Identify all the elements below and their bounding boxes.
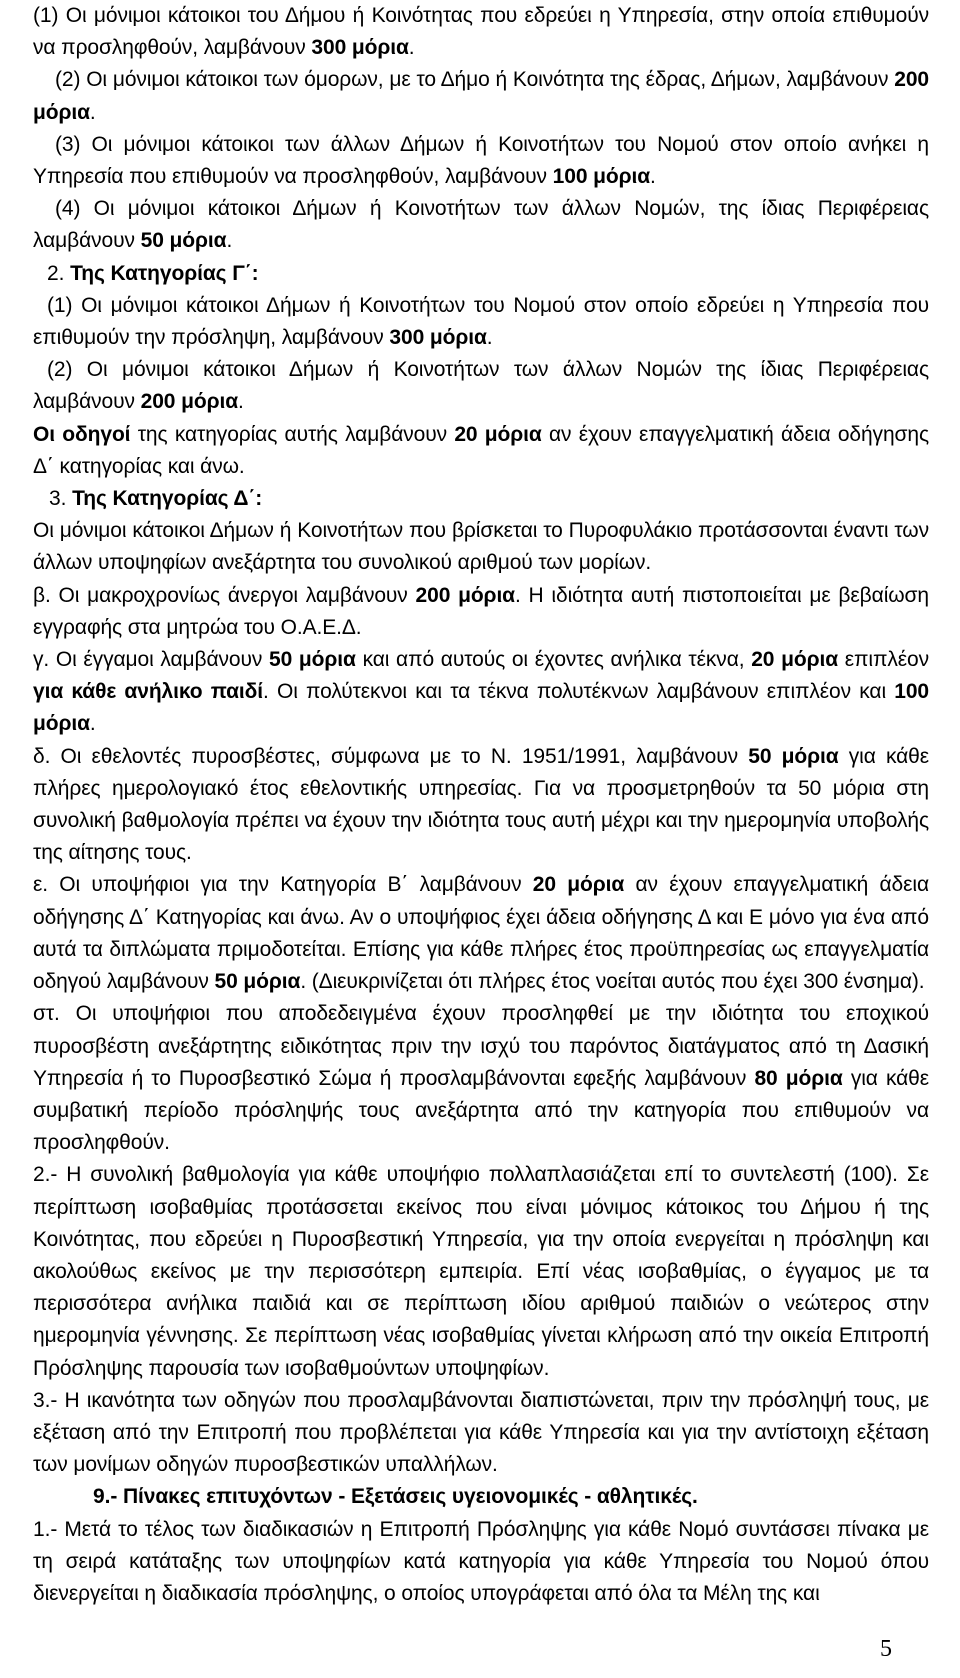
paragraph: (3) Οι μόνιμοι κάτοικοι των άλλων Δήμων ή Κοινοτήτων του Νομού στον οποίο ανήκει η Υπηρεσία που επιθυμούν να προσληφθούν, λαμβάνουν 100 μόρια. xyxy=(33,132,929,189)
paragraph: δ. Οι εθελοντές πυροσβέστες, σύμφωνα με το Ν. 1951/1991, λαμβάνουν 50 μόρια για κάθε πλήρες ημερολογιακό έτος εθελοντικής υπηρεσίας. Για να προσμετρηθούν τα 50 μόρια στη συνολική βαθμολογία πρέπει να έχουν την ιδιότητα τους αυτή μέχρι και την ημερομηνία υποβολής της αίτησης τους. xyxy=(33,744,929,865)
document-page xyxy=(33,0,929,1610)
paragraph: 3.- Η ικανότητα των οδηγών που προσλαμβάνονται διαπιστώνεται, πριν την πρόσληψή τους, με εξέταση από την Επιτροπή που προβλέπεται για κάθε Υπηρεσία και για την αντίστοιχη εξέταση των μονίμων οδηγών πυροσβεστικών υπαλλήλων. xyxy=(33,1388,929,1477)
paragraph: Οι οδηγοί της κατηγορίας αυτής λαμβάνουν 20 μόρια αν έχουν επαγγελματική άδεια οδήγησης Δ΄ κατηγορίας και άνω. xyxy=(33,422,930,478)
paragraph: γ. Οι έγγαμοι λαμβάνουν 50 μόρια και από αυτούς οι έχοντες ανήλικα τέκνα, 20 μόρια επιπλέον για κάθε ανήλικο παιδί. Οι πολύτεκνοι και τα τέκνα πολυτέκνων λαμβάνουν επιπλέον και 100 μόρια. xyxy=(33,648,930,736)
paragraph: Οι μόνιμοι κάτοικοι Δήμων ή Κοινοτήτων που βρίσκεται το Πυροφυλάκιο προτάσσονται έναντι των άλλων υποψηφίων ανεξάρτητα του συνολικού αριθμού των μορίων. xyxy=(33,519,929,575)
paragraph: στ. Οι υποψήφιοι που αποδεδειγμένα έχουν προσληφθεί με την ιδιότητα του εποχικού πυροσβέστη ανεξάρτητης ειδικότητας πριν την ισχύ του παρόντος διατάγματος από τη Δασική Υπηρεσία ή το Πυροσβεστικό Σώμα ή προσλαμβάνονται εφεξής λαμβάνουν 80 μόρια για κάθε συμβατική περίοδο πρόσληψής τους ανεξάρτητα από την κατηγορία που επιθυμούν να προσληφθούν. xyxy=(33,1002,929,1155)
paragraph: (4) Οι μόνιμοι κάτοικοι Δήμων ή Κοινοτήτων των άλλων Νομών, της ίδιας Περιφέρειας λαμβάνουν 50 μόρια. xyxy=(33,197,929,253)
paragraph: ε. Οι υποψήφιοι για την Κατηγορία Β΄ λαμβάνουν 20 μόρια αν έχουν επαγγελματική άδεια οδήγησης Δ΄ Κατηγορίας και άνω. Αν ο υποψήφιος έχει άδεια οδήγησης Δ και Ε μόνο για ένα από αυτά τα διπλώματα πριμοδοτείται. Επίσης για κάθε πλήρες έτος προϋπηρεσίας ως επαγγελματία οδηγού λαμβάνουν 50 μόρια. (Διευκρινίζεται ότι πλήρες έτος νοείται αυτός που έχει 300 ένσημα). xyxy=(33,873,929,994)
page-number: 5 xyxy=(880,1636,892,1662)
paragraph: (2) Οι μόνιμοι κάτοικοι των όμορων, με το Δήμο ή Κοινότητα της έδρας, Δήμων, λαμβάνουν 200 μόρια. xyxy=(33,68,929,124)
paragraph: 2.- Η συνολική βαθμολογία για κάθε υποψήφιο πολλαπλασιάζεται επί το συντελεστή (100). Σε περίπτωση ισοβαθμίας προτάσσεται εκείνος που είναι μόνιμος κάτοικος του Δήμου ή της Κοινότητας, που εδρεύει η Πυροσβεστική Υπηρεσία, για την οποία ενεργείται η πρόσληψη και ακολούθως εκείνος με την περισσότερη εμπειρία. Επί νέας ισοβαθμίας, ο έγγαμος με τα περισσότερα ανήλικα παιδιά και σε περίπτωση ιδίου αριθμού παιδιών ο νεώτερος στην ημερομηνία γέννησης. Σε περίπτωση νέας ισοβαθμίας γίνεται κλήρωση από την οικεία Επιτροπή Πρόσληψης παρουσία των ισοβαθμούντων υποψηφίων. xyxy=(33,1163,929,1380)
paragraph: 1.- Μετά το τέλος των διαδικασιών η Επιτροπή Πρόσληψης για κάθε Νομό συντάσσει πίνακα με τη σειρά κατάταξης των υποψηφίων κατά κατηγορία για κάθε Υπηρεσία του Νομού όπου διενεργείται η διαδικασία πρόσληψης, ο οποίος υπογράφεται από όλα τα Μέλη της και xyxy=(33,1517,929,1605)
article-heading: 9.- Πίνακες επιτυχόντων - Εξετάσεις υγειονομικές - αθλητικές. xyxy=(93,1485,698,1509)
paragraph: (1) Οι μόνιμοι κάτοικοι Δήμων ή Κοινοτήτων του Νομού στον οποίο εδρεύει η Υπηρεσία που επιθυμούν την πρόσληψη, λαμβάνουν 300 μόρια. xyxy=(33,293,929,350)
paragraph: (2) Οι μόνιμοι κάτοικοι Δήμων ή Κοινοτήτων των άλλων Νομών της ίδιας Περιφέρειας λαμβάνουν 200 μόρια. xyxy=(33,358,929,414)
paragraph: β. Οι μακροχρονίως άνεργοι λαμβάνουν 200 μόρια. Η ιδιότητα αυτή πιστοποιείται με βεβαίωση εγγραφής στα μητρώα του Ο.Α.Ε.Δ. xyxy=(33,583,929,639)
section-heading: 3. Της Κατηγορίας Δ΄: xyxy=(49,487,263,511)
section-heading: 2. Της Κατηγορίας Γ΄: xyxy=(47,261,259,285)
paragraph: (1) Οι μόνιμοι κάτοικοι του Δήμου ή Κοινότητας που εδρεύει η Υπηρεσία, στην οποία επιθυμούν να προσληφθούν, λαμβάνουν 300 μόρια. xyxy=(33,4,929,60)
